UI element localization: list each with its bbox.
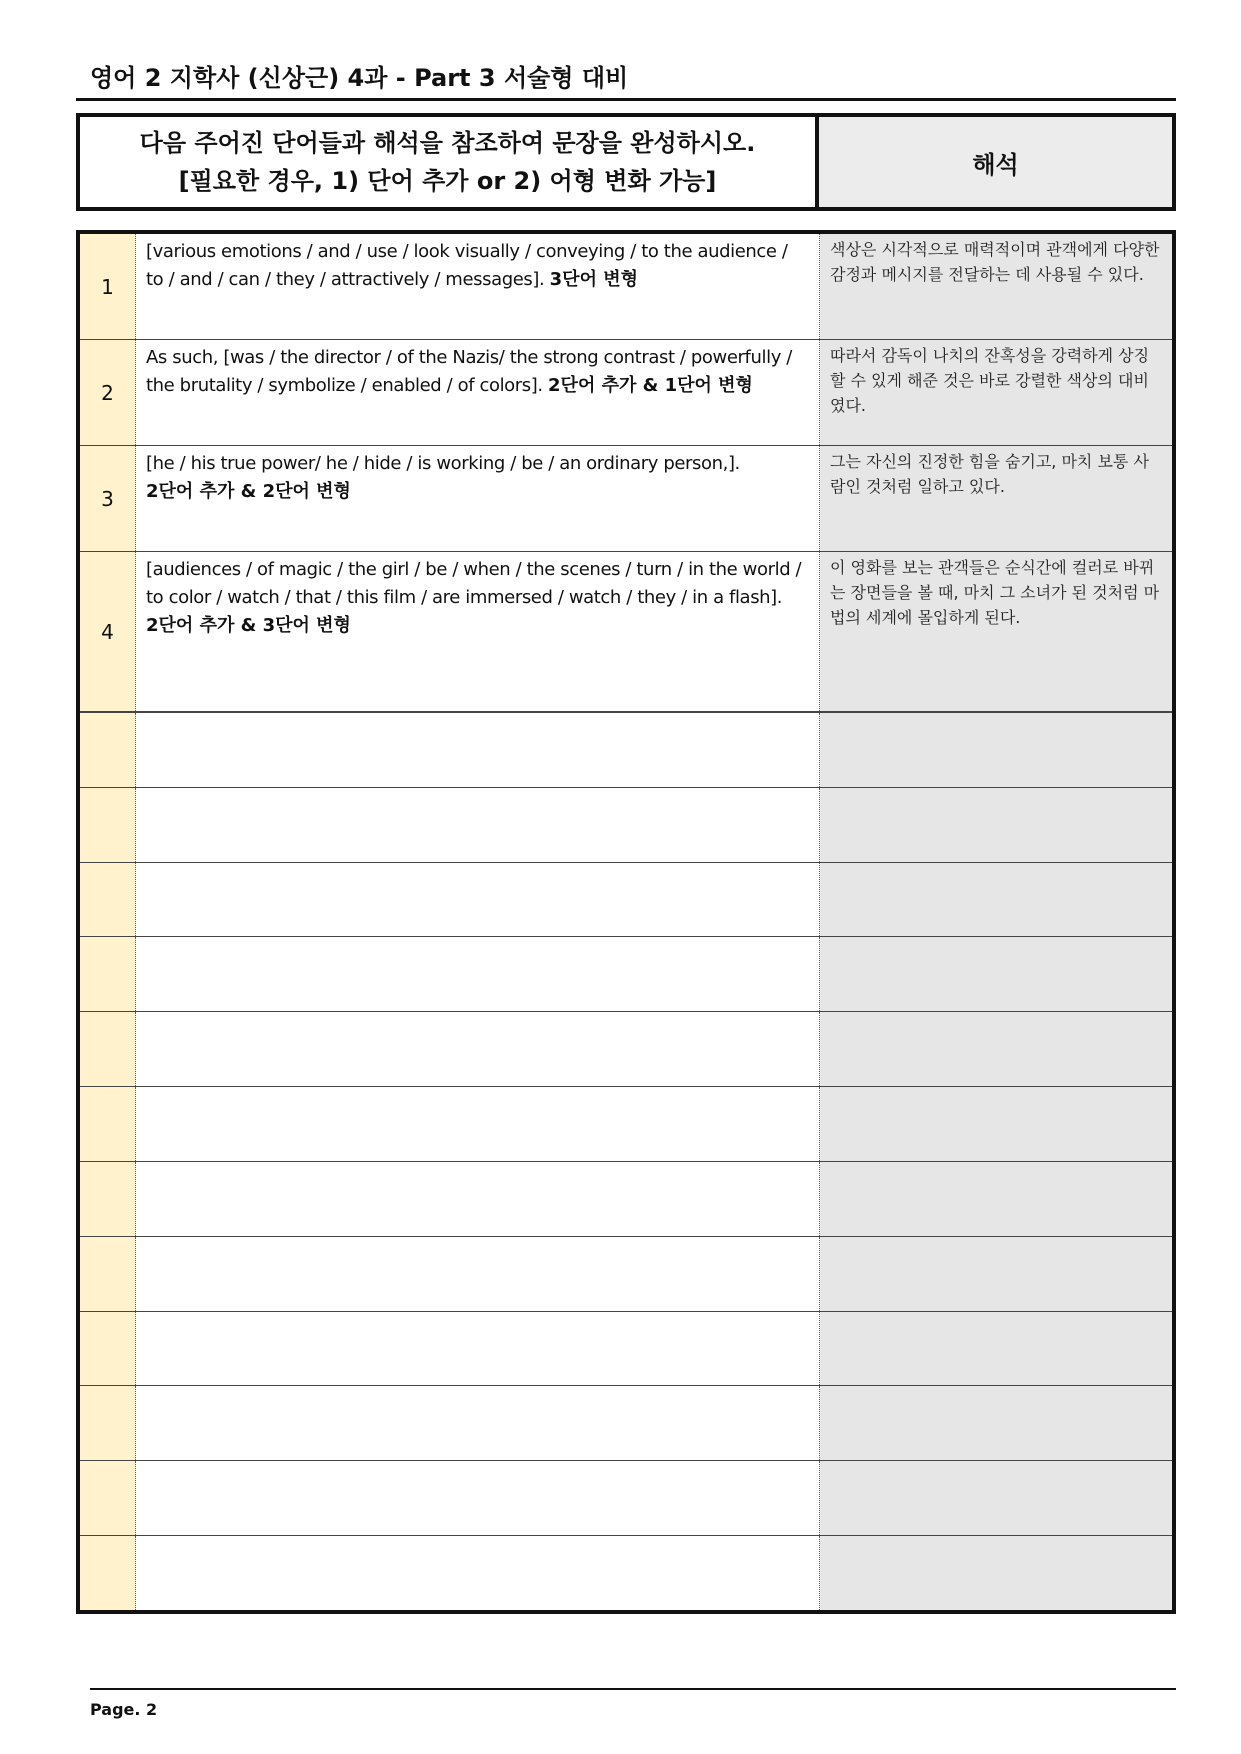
blank-row	[80, 1461, 1172, 1536]
question-cell	[136, 340, 820, 445]
blank-answer-cell	[136, 1386, 820, 1460]
table-row	[80, 340, 1172, 446]
blank-row	[80, 1536, 1172, 1610]
blank-answer-cell	[136, 1162, 820, 1236]
blank-row	[80, 1386, 1172, 1461]
blank-number-cell	[80, 863, 136, 937]
question-prompt: [audiences / of magic / the girl / be / when / the scenes / turn / in the world / to color / watch / that / this film / are immersed / watch / they / in a flash].	[146, 559, 802, 608]
row-number: 2	[80, 340, 136, 445]
footer-divider	[90, 1688, 1176, 1690]
translation-cell: 그는 자신의 진정한 힘을 숨기고, 마치 보통 사람인 것처럼 일하고 있다.	[820, 446, 1172, 551]
blank-translation-cell	[820, 1312, 1172, 1386]
table-row	[80, 234, 1172, 340]
blank-number-cell	[80, 1461, 136, 1535]
translation-cell: 이 영화를 보는 관객들은 순식간에 컬러로 바뀌는 장면들을 볼 때, 마치 그 소녀가 된 것처럼 마법의 세계에 몰입하게 된다.	[820, 552, 1172, 711]
question-prompt: [he / his true power/ he / hide / is working / be / an ordinary person,].	[146, 453, 740, 474]
blank-row	[80, 1162, 1172, 1237]
instruction-box	[76, 113, 1176, 211]
blank-answer-cell	[136, 1312, 820, 1386]
blank-answer-cell	[136, 1012, 820, 1086]
blank-number-cell	[80, 1237, 136, 1311]
blank-row	[80, 1312, 1172, 1387]
blank-translation-cell	[820, 788, 1172, 862]
blank-number-cell	[80, 1386, 136, 1460]
question-prompt: [various emotions / and / use / look visually / conveying / to the audience / to / and / can / they / attractively / messages].	[146, 241, 788, 290]
blank-answer-cell	[136, 863, 820, 937]
exercise-table	[76, 230, 1176, 1614]
blank-answer-cell	[136, 1087, 820, 1161]
question-cell	[136, 234, 820, 339]
question-hint: 3단어 변형	[549, 269, 638, 290]
blank-translation-cell	[820, 937, 1172, 1011]
blank-number-cell	[80, 937, 136, 1011]
blank-number-cell	[80, 713, 136, 787]
blank-translation-cell	[820, 1012, 1172, 1086]
blank-translation-cell	[820, 1461, 1172, 1535]
blank-answer-cell	[136, 713, 820, 787]
row-number: 1	[80, 234, 136, 339]
blank-row	[80, 937, 1172, 1012]
row-number: 4	[80, 552, 136, 711]
blank-number-cell	[80, 788, 136, 862]
blank-row	[80, 1237, 1172, 1312]
document-title: 영어 2 지학사 (신상근) 4과 - Part 3 서술형 대비	[90, 64, 629, 92]
instruction-line-2: [필요한 경우, 1) 단어 추가 or 2) 어형 변화 가능]	[178, 167, 717, 195]
question-cell	[136, 446, 820, 551]
blank-translation-cell	[820, 863, 1172, 937]
table-row	[80, 446, 1172, 552]
blank-number-cell	[80, 1536, 136, 1610]
blank-translation-cell	[820, 1536, 1172, 1610]
blank-translation-cell	[820, 1237, 1172, 1311]
blank-row	[80, 788, 1172, 863]
blank-translation-cell	[820, 1162, 1172, 1236]
blank-answer-cell	[136, 1536, 820, 1610]
row-number: 3	[80, 446, 136, 551]
blank-answer-cell	[136, 1237, 820, 1311]
title-divider	[76, 98, 1176, 101]
instruction-line-1: 다음 주어진 단어들과 해석을 참조하여 문장을 완성하시오.	[139, 129, 756, 157]
blank-row	[80, 863, 1172, 938]
blank-rows-container	[80, 712, 1172, 1610]
page-number: Page. 2	[90, 1700, 158, 1719]
table-row	[80, 552, 1172, 712]
blank-number-cell	[80, 1162, 136, 1236]
question-hint: 2단어 추가 & 2단어 변형	[146, 481, 351, 502]
blank-row	[80, 713, 1172, 788]
blank-answer-cell	[136, 937, 820, 1011]
question-hint: 2단어 추가 & 1단어 변형	[548, 375, 753, 396]
blank-number-cell	[80, 1012, 136, 1086]
blank-translation-cell	[820, 1386, 1172, 1460]
blank-answer-cell	[136, 1461, 820, 1535]
blank-row	[80, 1087, 1172, 1162]
translation-cell: 색상은 시각적으로 매력적이며 관객에게 다양한 감정과 메시지를 전달하는 데 사용될 수 있다.	[820, 234, 1172, 339]
blank-row	[80, 1012, 1172, 1087]
blank-number-cell	[80, 1087, 136, 1161]
blank-answer-cell	[136, 788, 820, 862]
blank-translation-cell	[820, 1087, 1172, 1161]
translation-header: 해석	[819, 117, 1172, 207]
question-prompt: As such, [was / the director / of the Nazis/ the strong contrast / powerfully / the brutality / symbolize / enabled / of colors].	[146, 347, 792, 396]
question-cell	[136, 552, 820, 711]
blank-number-cell	[80, 1312, 136, 1386]
instruction-text	[80, 117, 819, 207]
question-hint: 2단어 추가 & 3단어 변형	[146, 615, 351, 636]
blank-translation-cell	[820, 713, 1172, 787]
translation-cell: 따라서 감독이 나치의 잔혹성을 강력하게 상징할 수 있게 해준 것은 바로 강렬한 색상의 대비였다.	[820, 340, 1172, 445]
